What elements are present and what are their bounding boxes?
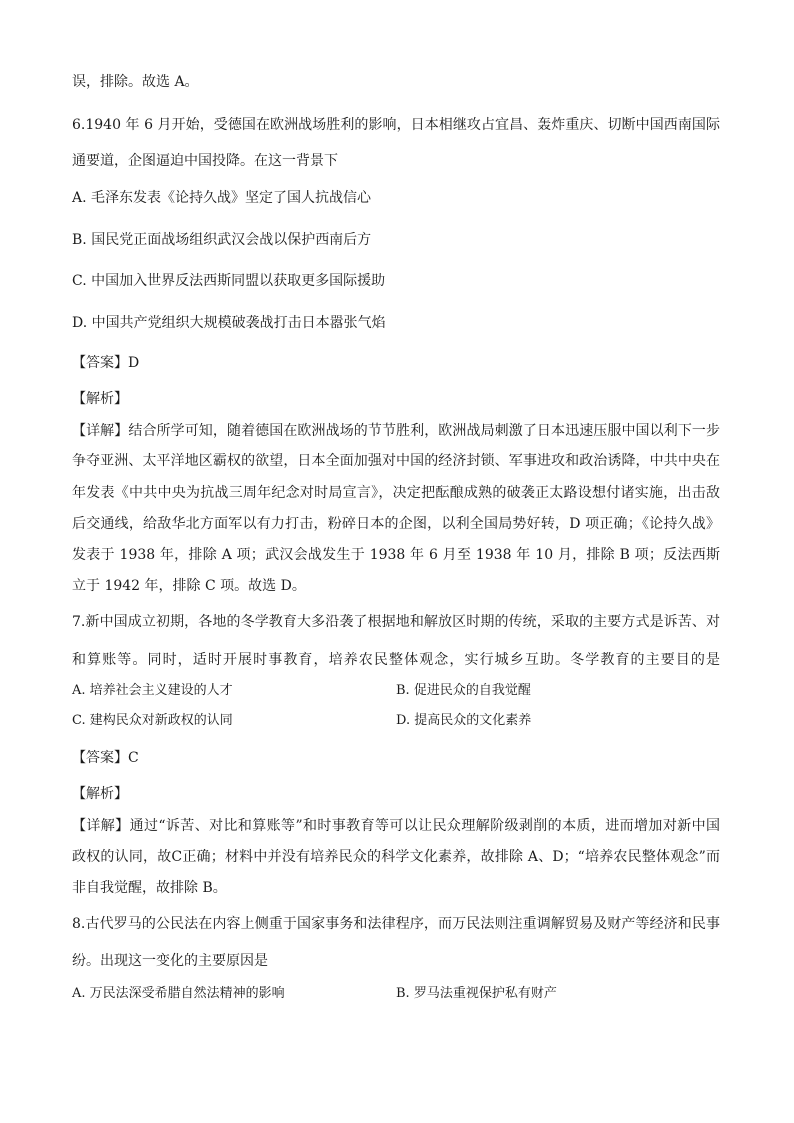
explanation-line: 发表于 1938 年，排除 A 项；武汉会战发生于 1938 年 6 月至 1938 年 10 月，排除 B 项；反法西斯 — [72, 547, 720, 563]
option-a: A. 毛泽东发表《论持久战》坚定了国人抗战信心 — [72, 190, 372, 206]
question-7-stem: 7.新中国成立初期，各地的冬学教育大多沿袭了根据地和解放区时期的传统，采取的主要方式是诉苦、对 — [72, 614, 720, 630]
question-7-stem: 和算账等。同时，适时开展时事教育，培养农民整体观念，实行城乡互助。冬学教育的主要目的是 — [72, 652, 720, 668]
text-line: 误，排除。故选 A。 — [72, 74, 199, 90]
option-d: D. 中国共产党组织大规模破袭战打击日本嚣张气焰 — [72, 315, 386, 331]
option-c: C. 中国加入世界反法西斯同盟以获取更多国际援助 — [72, 273, 386, 289]
explanation-line: 政权的认同，故C正确；材料中并没有培养民众的科学文化素养，故排除 A、D；“培养农民整体观念”而 — [72, 849, 720, 865]
explanation-line: 后交通线，给敌华北方面军以有力打击，粉碎日本的企图，以利全国局势好转，D 项正确；《论持久战》 — [72, 516, 720, 532]
question-6-stem: 通要道，企图逼迫中国投降。在这一背景下 — [72, 153, 338, 169]
option-d: D. 提高民众的文化素养 — [396, 713, 532, 728]
analysis-label: 【解析】 — [72, 786, 128, 802]
question-8-stem: 纷。出现这一变化的主要原因是 — [72, 953, 268, 969]
answer-label: 【答案】D — [72, 355, 140, 371]
question-8-stem: 8.古代罗马的公民法在内容上侧重于国家事务和法律程序，而万民法则注重调解贸易及财产等经济和民事 — [72, 916, 720, 932]
option-a: A. 万民法深受希腊自然法精神的影响 — [72, 986, 285, 1001]
answer-label: 【答案】C — [72, 750, 139, 766]
option-b: B. 罗马法重视保护私有财产 — [396, 986, 557, 1001]
explanation-line: 非自我觉醒，故排除 B。 — [72, 880, 227, 896]
explanation-line: 【详解】结合所学可知，随着德国在欧洲战场的节节胜利，欧洲战局刺激了日本迅速压服中国以利下一步 — [72, 423, 720, 439]
explanation-line: 【详解】通过“诉苦、对比和算账等”和时事教育等可以让民众理解阶级剥削的本质，进而增加对新中国 — [72, 818, 720, 834]
question-6-stem: 6.1940 年 6 月开始，受德国在欧洲战场胜利的影响，日本相继攻占宜昌、轰炸重庆、切断中国西南国际 — [72, 117, 720, 133]
explanation-line: 年发表《中共中央为抗战三周年纪念对时局宣言》，决定把酝酿成熟的破袭正太路设想付诸实施，出击敌 — [72, 485, 720, 501]
explanation-line: 争夺亚洲、太平洋地区霸权的欲望，日本全面加强对中国的经济封锁、军事进攻和政治诱降，中共中央在 — [72, 453, 720, 469]
analysis-label: 【解析】 — [72, 391, 128, 407]
option-b: B. 国民党正面战场组织武汉会战以保护西南后方 — [72, 232, 372, 248]
option-a: A. 培养社会主义建设的人才 — [72, 683, 233, 698]
option-b: B. 促进民众的自我觉醒 — [396, 683, 531, 698]
explanation-line: 立于 1942 年，排除 C 项。故选 D。 — [72, 578, 306, 594]
option-c: C. 建构民众对新政权的认同 — [72, 713, 233, 728]
